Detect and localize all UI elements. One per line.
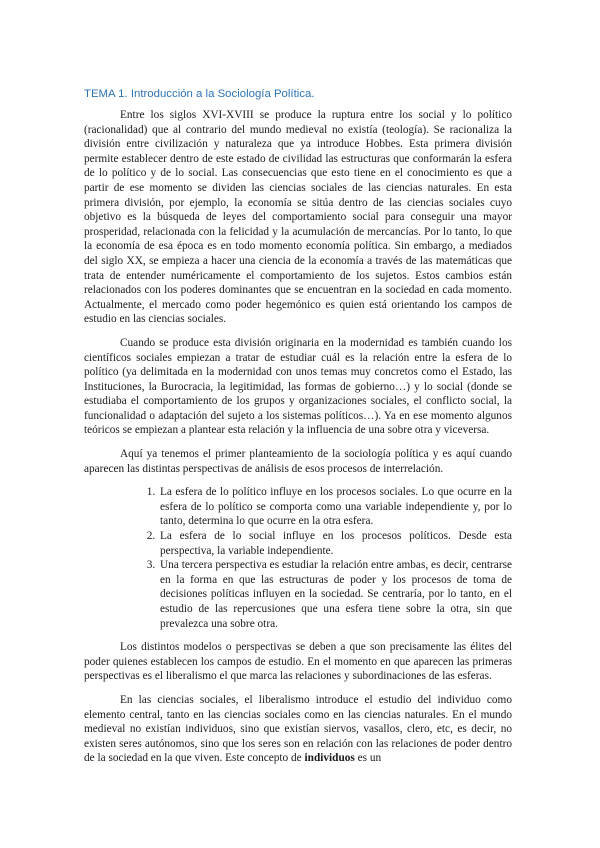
bold-term: individuos (304, 752, 355, 765)
paragraph-1: Entre los siglos XVI-XVIII se produce la ruptura entre los social y lo político (racionalidad) que al contrario del mundo medieval no existía (teología). Se racionaliza la división entre civilización y naturaleza que ya introduce Hobbes. Esta primera división permite establecer dentro de este estado de civilidad las estructuras que conformarán la esfera de lo político y de lo social. Las consecuencias que esto tiene en el conocimiento es que a partir de ese momento se dividen las ciencias sociales de las ciencias naturales. En esta primera división, por ejemplo, la economía se sitúa dentro de las ciencias sociales cuyo objetivo es la búsqueda de leyes del comportamiento social para conseguir una mayor prosperidad, relacionada con la felicidad y la acumulación de mercancías. Por lo tanto, lo que la economía de esa época es en todo momento economía política. Sin embargo, a mediados del siglo XX, se empieza a hacer una ciencia de la economía a través de las matemáticas que trata de entender numéricamente el comportamiento de los sujetos. Estos cambios están relacionados con los poderes dominantes que se encuentran en la sociedad en cada momento. Actualmente, el mercado como poder hegemónico es quien está orientando los campos de estudio en las ciencias sociales. (84, 109, 512, 326)
paragraph-2: Cuando se produce esta división originaria en la modernidad es también cuando los científicos sociales empiezan a tratar de estudiar cuál es la relación entre la esfera de lo político (ya delimitada en la modernidad con unos temas muy concretos como el Estado, las Instituciones, la Burocracia, la legitimidad, las formas de gobierno…) y lo social (donde se estudiaba el comportamiento de los grupos y organizaciones sociales, el conflicto social, la funcionalidad o adaptación del sujeto a los sistemas políticos…). Ya en ese momento algunos teóricos se empiezan a plantear esta relación y la influencia de una sobre otra y viceversa. (84, 336, 512, 437)
paragraph-5-text: En las ciencias sociales, el liberalismo introduce el estudio del individuo como elemento central, tanto en las ciencias sociales como en las ciencias naturales. En el mundo medieval no existían individuos, sino que existían siervos, vasallos, clero, etc, es decir, no existen seres autónomos, sino que los seres son en relación con las relaciones de poder dentro de la sociedad en la que viven. Este concepto de (84, 693, 512, 765)
section-title: TEMA 1. Introducción a la Sociología Política. (84, 88, 315, 100)
list-item: 1. La esfera de lo político influye en los procesos sociales. Lo que ocurre en la esfera de lo político se comporta como una variable independiente y, por lo tanto, determina lo que ocurre en la otra esfera. (158, 485, 512, 529)
list-item: 3. Una tercera perspectiva es estudiar la relación entre ambas, es decir, centrarse en la forma en que las estructuras de poder y los procesos de toma de decisiones políticas influyen en la sociedad. Se centraría, por lo tanto, en el estudio de las repercusiones que una esfera tiene sobre la otra, sin que prevalezca una sobre otra. (158, 558, 512, 631)
paragraph-5 (84, 693, 512, 766)
paragraph-5-end: es un (357, 752, 382, 765)
paragraph-4: Los distintos modelos o perspectivas se deben a que son precisamente las élites del poder quienes establecen los campos de estudio. En el momento en que aparecen las primeras perspectivas es el liberalismo el que marca las relaciones y subordinaciones de las esferas. (84, 641, 512, 683)
perspectives-list (84, 485, 512, 631)
list-item: 2. La esfera de lo social influye en los procesos políticos. Desde esta perspectiva, la variable independiente. (158, 529, 512, 558)
paragraph-3: Aquí ya tenemos el primer planteamiento de la sociología política y es aquí cuando aparecen las distintas perspectivas de análisis de esos procesos de interrelación. (84, 448, 512, 475)
